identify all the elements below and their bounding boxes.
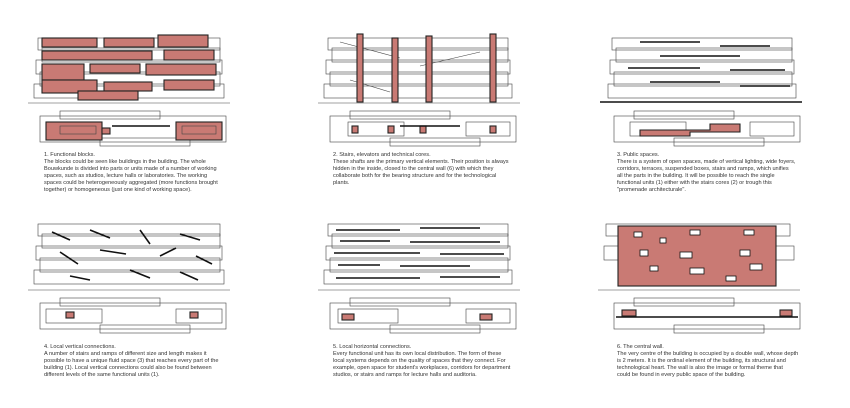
caption-body: Every functional unit has its own local distribution. The form of these local systems depends on the quality of spaces that they connect. For example, open space for student's workplaces, corridors for department studios, or stairs and ramps for lecture halls and auditoria. <box>333 351 511 379</box>
caption-title: 5. Local horizontal connections. <box>333 344 412 350</box>
caption-title: 2. Stairs, elevators and technical cores. <box>333 152 431 158</box>
caption-body: These shafts are the primary vertical elements. Their position is always hidden in the inside, closed to the central wall (6) with which they collaborate both for the bearing structure and for the technological plants. <box>333 159 509 187</box>
caption-title: 3. Public spaces. <box>617 152 660 158</box>
caption-title: 4. Local vertical connections. <box>44 344 116 350</box>
caption-title: 6. The central wall. <box>617 344 664 350</box>
caption-body: The very centre of the building is occupied by a double wall, whose depth is 2 meters. It is the ordinal element of the building, its structural and technological heart. The wall is also the image or formal theme that could be found in every public space of the building. <box>617 351 799 379</box>
caption-body: A number of stairs and ramps of different size and length makes it possible to have a unique fluid space (3) that reaches every part of the building (1). Local vertical connections could also be found between different levels of the same functional units (1). <box>44 351 219 379</box>
caption-central-wall <box>617 344 837 379</box>
plan-outline <box>614 298 800 333</box>
caption-title: 1. Functional blocks. <box>44 152 95 158</box>
caption-body: The blocks could be seen like buildings in the building. The whole Bouwkunde is divided into parts or units made of a number of working spaces, such as studios, lecture halls or laboratories. The working spaces could be heterogeneously aggregated (more functions brought together) or homogeneous (just one kind of working space). <box>44 159 218 194</box>
caption-body: There is a system of open spaces, made of vertical lighting, wide foyers, corridors, terraces, suspended boxes, stairs and ramps, which unifies all the parts in the building. It will be possible to reach the single functional units (1) either with the stairs cores (2) or trough this "promenade architecturale". <box>617 159 796 194</box>
